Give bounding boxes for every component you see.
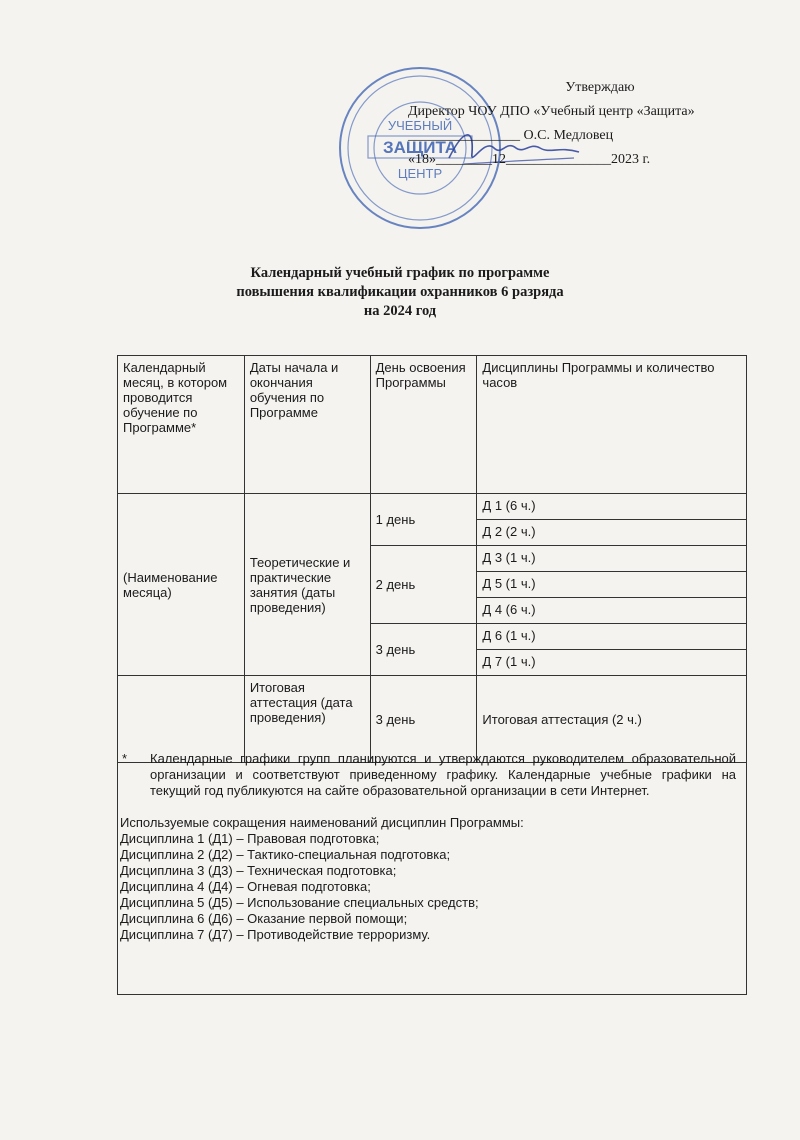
notes-block [117,745,747,995]
day-1-cell: 1 день [370,494,477,546]
final-attestation-cell: Итоговая аттестация (дата проведения) [244,676,370,763]
abbreviation-item: Дисциплина 5 (Д5) – Использование специальных средств; [120,895,479,910]
discipline-cell: Д 1 (6 ч.) [477,494,747,520]
title-line-1: Календарный учебный график по программе [250,265,550,281]
document-title [0,264,800,321]
header-day: День освоения Программы [370,356,477,494]
abbreviation-item: Дисциплина 1 (Д1) – Правовая подготовка; [120,831,380,846]
footnote-text: Календарные графики групп планируются и утверждаются руководителем образовательной организации и соответствуют приведенному графику. Календарные учебные графики на текущий год публикуются на сайте образовательной организации в сети Интернет. [150,751,736,798]
discipline-cell: Д 4 (6 ч.) [477,598,747,624]
seal-top-text: УЧЕБНЫЙ [387,118,453,133]
approval-position: Директор ЧОУ ДПО «Учебный центр «Защита» [408,104,695,119]
table-row [118,494,747,520]
discipline-cell: Д 6 (1 ч.) [477,624,747,650]
final-day-cell: 3 день [370,676,477,763]
title-line-2: повышения квалификации охранников 6 разряда [236,284,564,300]
abbreviation-item: Дисциплина 4 (Д4) – Огневая подготовка; [120,879,371,894]
approval-block [400,76,760,172]
seal-center-text: ЗАЩИТА [382,138,458,157]
title-line-3: на 2024 год [363,303,437,319]
approval-heading: Утверждаю [565,80,635,95]
discipline-cell: Д 7 (1 ч.) [477,650,747,676]
theory-cell: Теоретические и практические занятия (даты проведения) [244,494,370,676]
day-3-cell: 3 день [370,624,477,676]
abbreviation-item: Дисциплина 2 (Д2) – Тактико-специальная подготовка; [120,847,451,862]
header-month: Календарный месяц, в котором проводится обучение по Программе* [118,356,245,494]
footnote-star: * [122,751,128,766]
abbreviations-title: Используемые сокращения наименований дисциплин Программы: [120,815,524,830]
discipline-cell: Д 5 (1 ч.) [477,572,747,598]
table-header-row [118,356,747,494]
schedule-table [117,355,747,763]
abbreviation-item: Дисциплина 6 (Д6) – Оказание первой помощи; [120,911,408,926]
footnote [118,751,740,799]
abbreviation-item: Дисциплина 7 (Д7) – Противодействие терроризму. [120,927,431,942]
day-2-cell: 2 день [370,546,477,624]
header-dates: Даты начала и окончания обучения по Программе [244,356,370,494]
final-discipline-cell: Итоговая аттестация (2 ч.) [477,676,747,763]
discipline-cell: Д 2 (2 ч.) [477,520,747,546]
seal-bottom-text: ЦЕНТР [397,166,443,181]
approval-signature-line: ________________ О.С. Медловец [408,128,614,143]
approval-date: «18»________12_______________2023 г. [408,152,651,167]
abbreviation-item: Дисциплина 3 (Д3) – Техническая подготовка; [120,863,397,878]
header-disciplines: Дисциплины Программы и количество часов [477,356,747,494]
discipline-cell: Д 3 (1 ч.) [477,546,747,572]
month-cell: (Наименование месяца) [118,494,245,676]
